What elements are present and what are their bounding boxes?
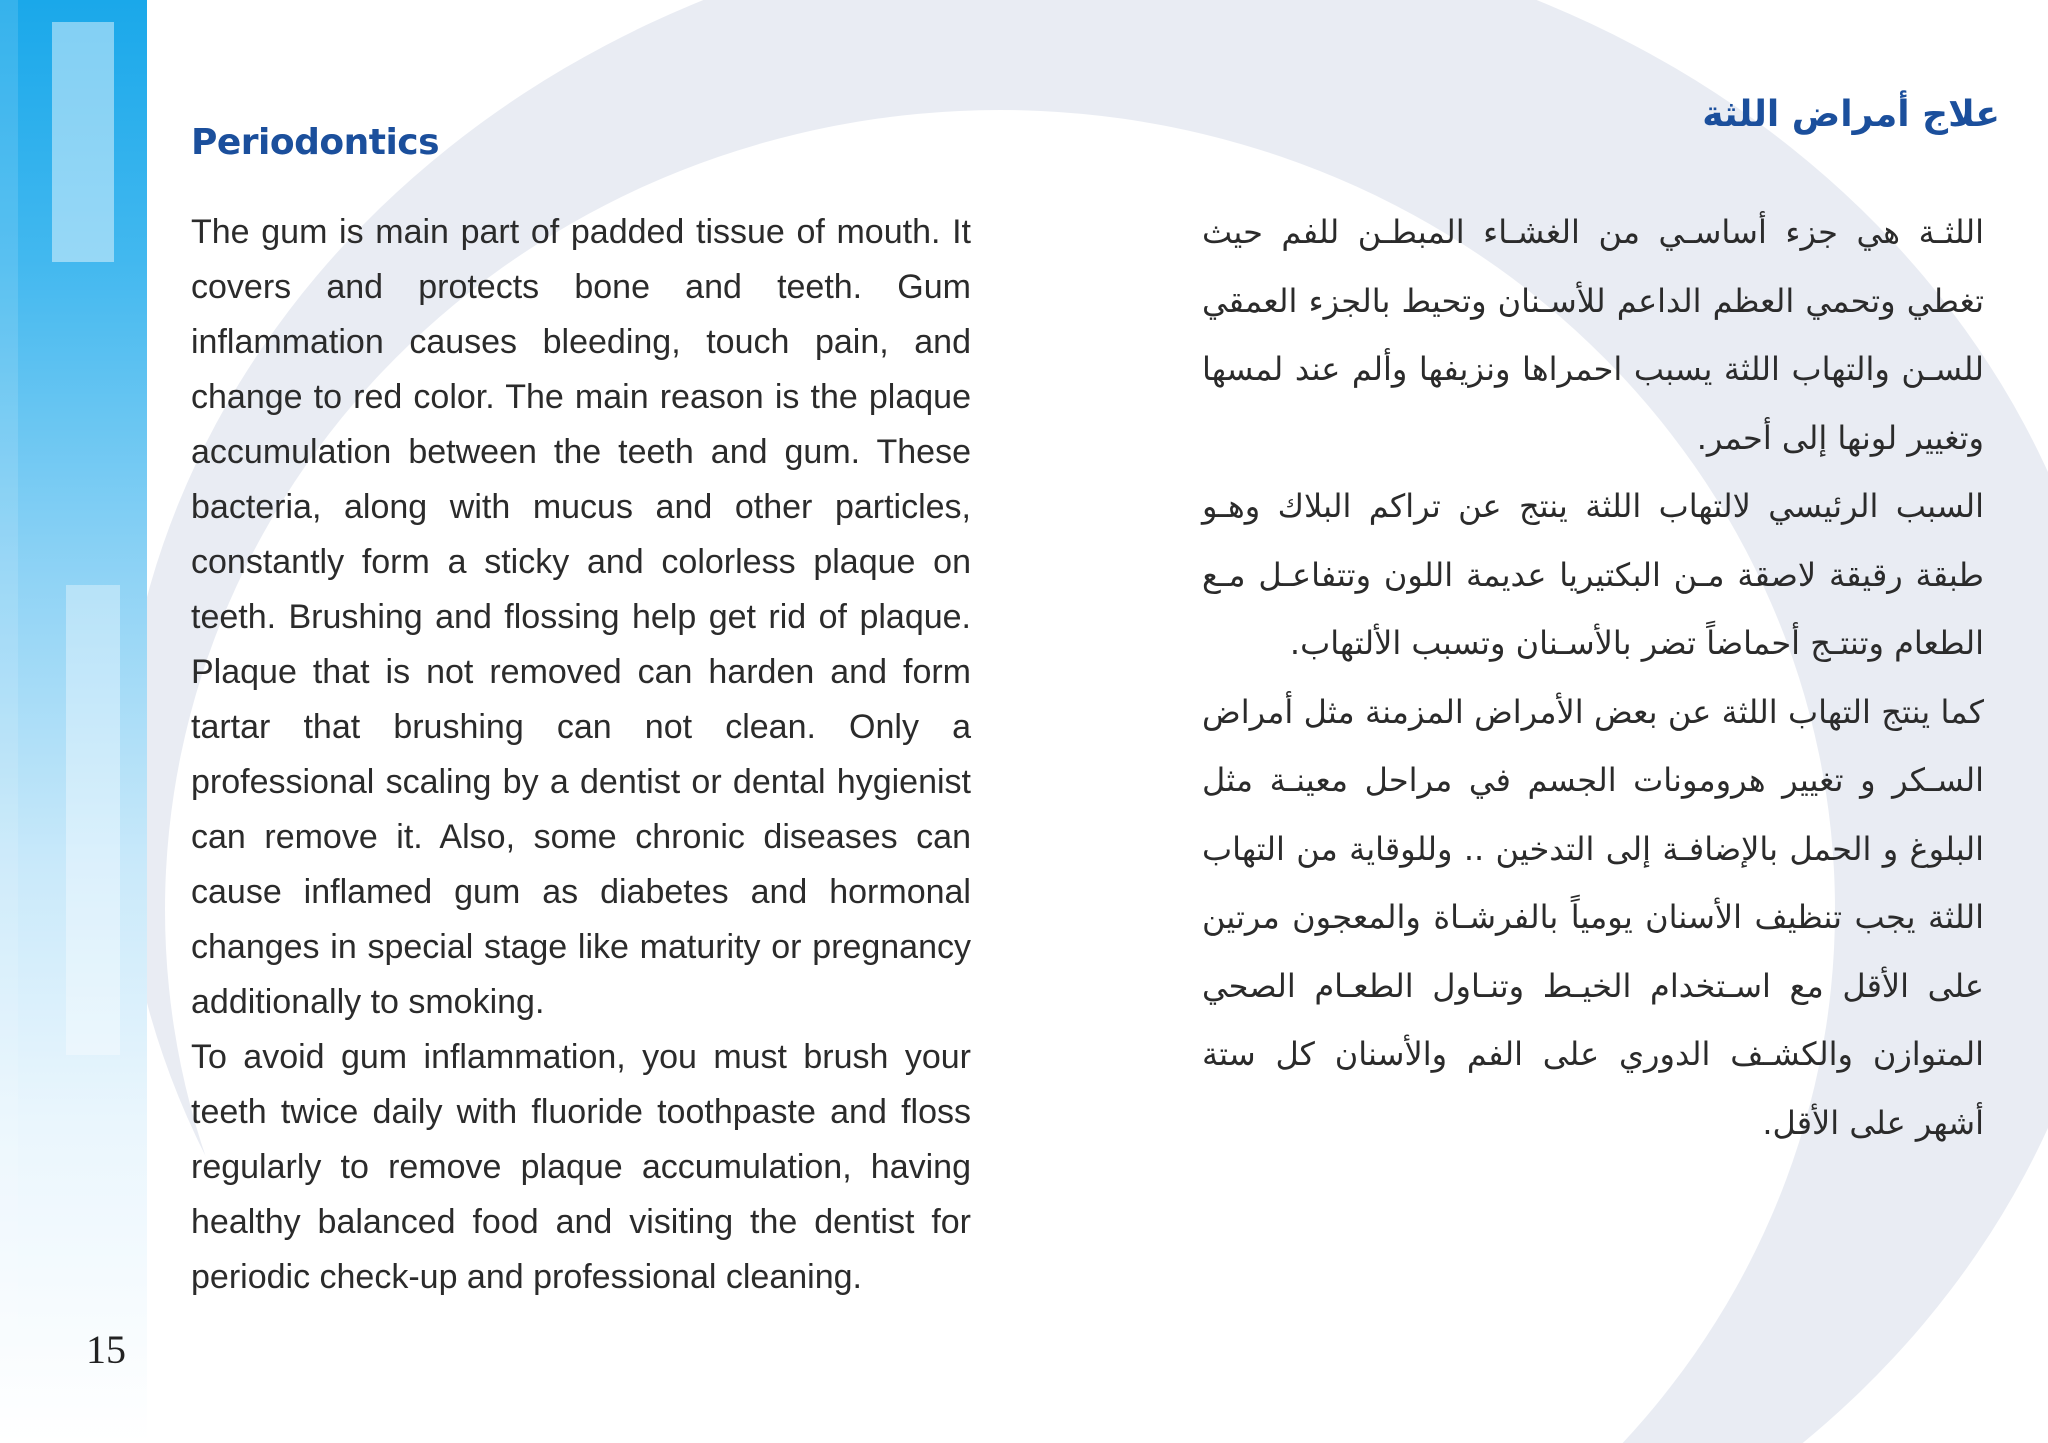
arabic-body: [1202, 198, 1984, 1157]
strip-highlight: [0, 0, 18, 1443]
arabic-paragraph: اللثـة هي جزء أساسـي من الغشـاء المبطـن للفم حيث تغطي وتحمي العظم الداعم للأسـنان وتحيط بالجزء العمقي للسـن والتهاب اللثة يسبب احمراها ونزيفها وألم عند لمسها وتغيير لونها إلى أحمر.: [1202, 213, 1984, 457]
arabic-paragraph: كما ينتج التهاب اللثة عن بعض الأمراض المزمنة مثل أمراض السـكر و تغيير هرومونات الجسم في مراحل معينـة مثل البلوغ و الحمل بالإضافـة إلى التدخين .. وللوقاية من التهاب اللثة يجب تنظيف الأسنان يومياً بالفرشـاة والمعجون مرتين على الأقل مع اسـتخدام الخيـط وتنـاول الطعـام الصحي المتوازن والكشـف الدوري على الفم والأسنان كل ستة أشهر على الأقل.: [1202, 692, 1984, 1142]
english-title: Periodontics: [191, 122, 440, 163]
strip-bar-middle: [66, 585, 120, 1055]
arabic-paragraph: السبب الرئيسي لالتهاب اللثة ينتج عن تراكم البلاك وهـو طبقة رقيقة لاصقة مـن البكتيريا عديمة اللون وتتفاعـل مـع الطعام وتنتـج أحماضاً تضر بالأسـنان وتسبب الألتهاب.: [1202, 487, 1984, 662]
page-number: 15: [86, 1327, 126, 1372]
decorative-side-strip: [0, 0, 147, 1443]
english-paragraph: The gum is main part of padded tissue of mouth. It covers and protects bone and teeth. Gum inflammation causes bleeding, touch pain, and change to red color. The main reason is the plaque accumulation between the teeth and gum. These bacteria, along with mucus and other particles, constantly form a sticky and colorless plaque on teeth. Brushing and flossing help get rid of plaque. Plaque that is not removed can harden and form tartar that brushing can not clean. Only a professional scaling by a dentist or dental hygienist can remove it. Also, some chronic diseases can cause inflamed gum as diabetes and hormonal changes in special stage like maturity or pregnancy additionally to smoking.: [191, 213, 971, 1021]
english-paragraph: To avoid gum inflammation, you must brush your teeth twice daily with fluoride toothpaste and floss regularly to remove plaque accumulation, having healthy balanced food and visiting the dentist for periodic check-up and professional cleaning.: [191, 1038, 971, 1296]
arabic-title: علاج أمراض اللثة: [1702, 94, 2000, 135]
english-body: [191, 205, 971, 1305]
strip-bar-top: [52, 22, 114, 262]
